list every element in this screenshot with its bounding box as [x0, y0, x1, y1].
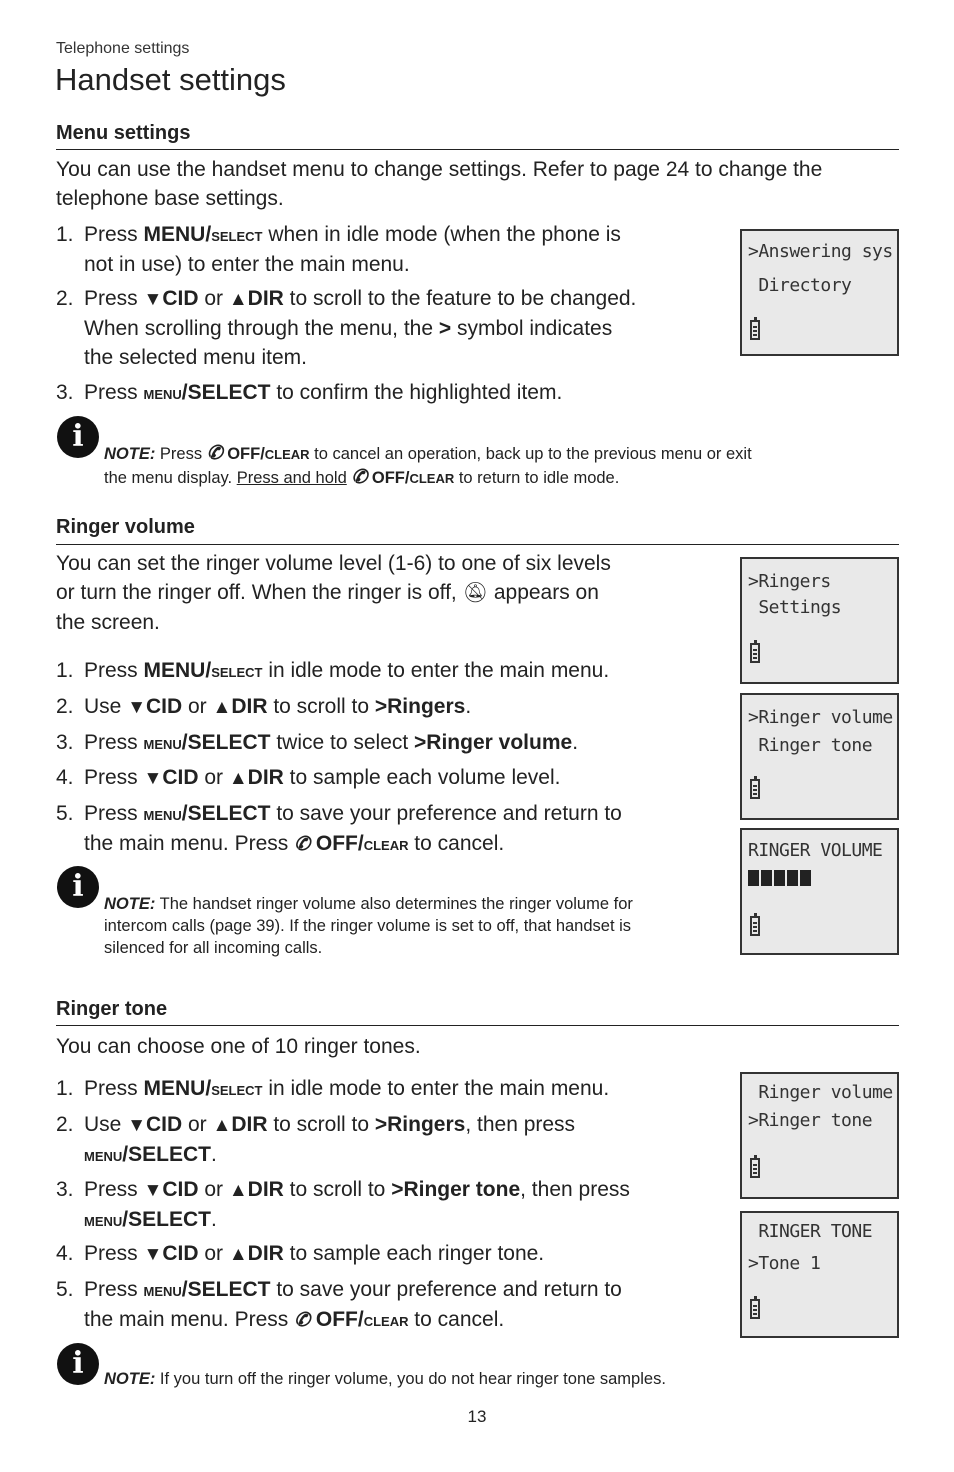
volume-bar	[787, 870, 798, 886]
ringer-volume-heading: Ringer volume	[56, 516, 195, 538]
volume-step-5: 5. Press menu/SELECT to save your preference and return to the main menu. Press ✆ OFF/clear to cancel.	[56, 799, 622, 859]
bell-off-icon: 🔕︎	[462, 582, 488, 604]
volume-bar	[748, 870, 759, 886]
tone-step-2: 2. Use ▼CID or ▲DIR to scroll to >Ringers, then press menu/SELECT.	[56, 1113, 576, 1166]
tone-step-1: 1. Press MENU/select in idle mode to enter the main menu.	[56, 1077, 610, 1100]
volume-step-1: 1. Press MENU/select in idle mode to enter the main menu.	[56, 659, 610, 682]
volume-bar	[774, 870, 785, 886]
volume-step-2: 2. Use ▼CID or ▲DIR to scroll to >Ringers.	[56, 695, 472, 718]
volume-step-3: 3. Press menu/SELECT twice to select >Ringer volume.	[56, 731, 579, 754]
phone-icon: ✆	[294, 1310, 311, 1331]
volume-step-4: 4. Press ▼CID or ▲DIR to sample each volume level.	[56, 766, 561, 789]
menu-note: NOTE: Press ✆ OFF/clear to cancel an operation, back up to the previous menu or exit the menu display. Press and hold ✆ OFF/clear to return to idle mode.	[104, 443, 752, 488]
phone-icon: ✆	[206, 443, 223, 464]
lcd-screen-main-menu: >Answering sys Directory	[740, 229, 899, 356]
section-divider	[56, 1025, 899, 1026]
ringer-volume-intro: You can set the ringer volume level (1-6) to one of six levels or turn the ringer off. When the ringer is off, 🔕︎ appears on the screen.	[56, 552, 611, 634]
menu-settings-heading: Menu settings	[56, 122, 191, 144]
battery-icon	[750, 916, 760, 936]
ringer-tone-intro: You can choose one of 10 ringer tones.	[56, 1035, 421, 1058]
down-triangle-icon: ▼	[143, 768, 163, 789]
down-triangle-icon: ▼	[143, 1180, 163, 1201]
battery-icon	[750, 1158, 760, 1178]
down-triangle-icon: ▼	[127, 697, 146, 718]
volume-note: NOTE: The handset ringer volume also determines the ringer volume for intercom calls (page 39). If the ringer volume is set to off, that handset is silenced for all incoming calls.	[104, 895, 633, 957]
down-triangle-icon: ▼	[143, 1244, 163, 1265]
up-triangle-icon: ▲	[212, 1115, 232, 1136]
down-triangle-icon: ▼	[127, 1115, 146, 1136]
lcd-screen-ringer-tone-menu: Ringer volume >Ringer tone	[740, 1072, 899, 1199]
info-icon	[57, 866, 99, 908]
menu-step-2: 2. Press ▼CID or ▲DIR to scroll to the feature to be changed. When scrolling through the menu, the > symbol indicates the selected menu item.	[56, 287, 637, 369]
info-icon	[57, 416, 99, 458]
up-triangle-icon: ▲	[228, 1180, 248, 1201]
breadcrumb: Telephone settings	[56, 40, 190, 57]
lcd-screen-ringer-volume: RINGER VOLUME	[740, 828, 899, 955]
battery-icon	[750, 1299, 760, 1319]
section-divider	[56, 544, 899, 545]
down-triangle-icon: ▼	[143, 289, 163, 310]
phone-icon: ✆	[351, 467, 368, 488]
section-divider	[56, 149, 899, 150]
volume-bar	[761, 870, 772, 886]
page-title: Handset settings	[55, 62, 286, 97]
menu-step-3: 3. Press menu/SELECT to confirm the highlighted item.	[56, 381, 563, 404]
phone-icon: ✆	[294, 834, 311, 855]
volume-level-bars	[748, 870, 813, 891]
up-triangle-icon: ▲	[212, 697, 232, 718]
menu-step-1: 1. Press MENU/select when in idle mode (when the phone is not in use) to enter the main menu.	[56, 223, 621, 276]
ringer-tone-heading: Ringer tone	[56, 998, 168, 1020]
tone-step-5: 5. Press menu/SELECT to save your preference and return to the main menu. Press ✆ OFF/clear to cancel.	[56, 1275, 622, 1335]
up-triangle-icon: ▲	[228, 289, 248, 310]
battery-icon	[750, 643, 760, 663]
up-triangle-icon: ▲	[228, 768, 248, 789]
tone-note: NOTE: If you turn off the ringer volume, you do not hear ringer tone samples.	[104, 1370, 666, 1388]
lcd-screen-ringer-menu: >Ringer volume Ringer tone	[740, 693, 899, 820]
page-number: 13	[467, 1407, 487, 1426]
battery-icon	[750, 320, 760, 340]
tone-step-3: 3. Press ▼CID or ▲DIR to scroll to >Ringer tone, then press menu/SELECT.	[56, 1178, 630, 1231]
info-icon	[57, 1343, 99, 1385]
menu-settings-intro: You can use the handset menu to change settings. Refer to page 24 to change the telephone base settings.	[56, 158, 823, 210]
battery-icon	[750, 779, 760, 799]
up-triangle-icon: ▲	[228, 1244, 248, 1265]
volume-bar	[800, 870, 811, 886]
tone-step-4: 4. Press ▼CID or ▲DIR to sample each ringer tone.	[56, 1242, 545, 1265]
lcd-screen-ringers: >Ringers Settings	[740, 557, 899, 684]
lcd-screen-ringer-tone: RINGER TONE >Tone 1	[740, 1211, 899, 1338]
